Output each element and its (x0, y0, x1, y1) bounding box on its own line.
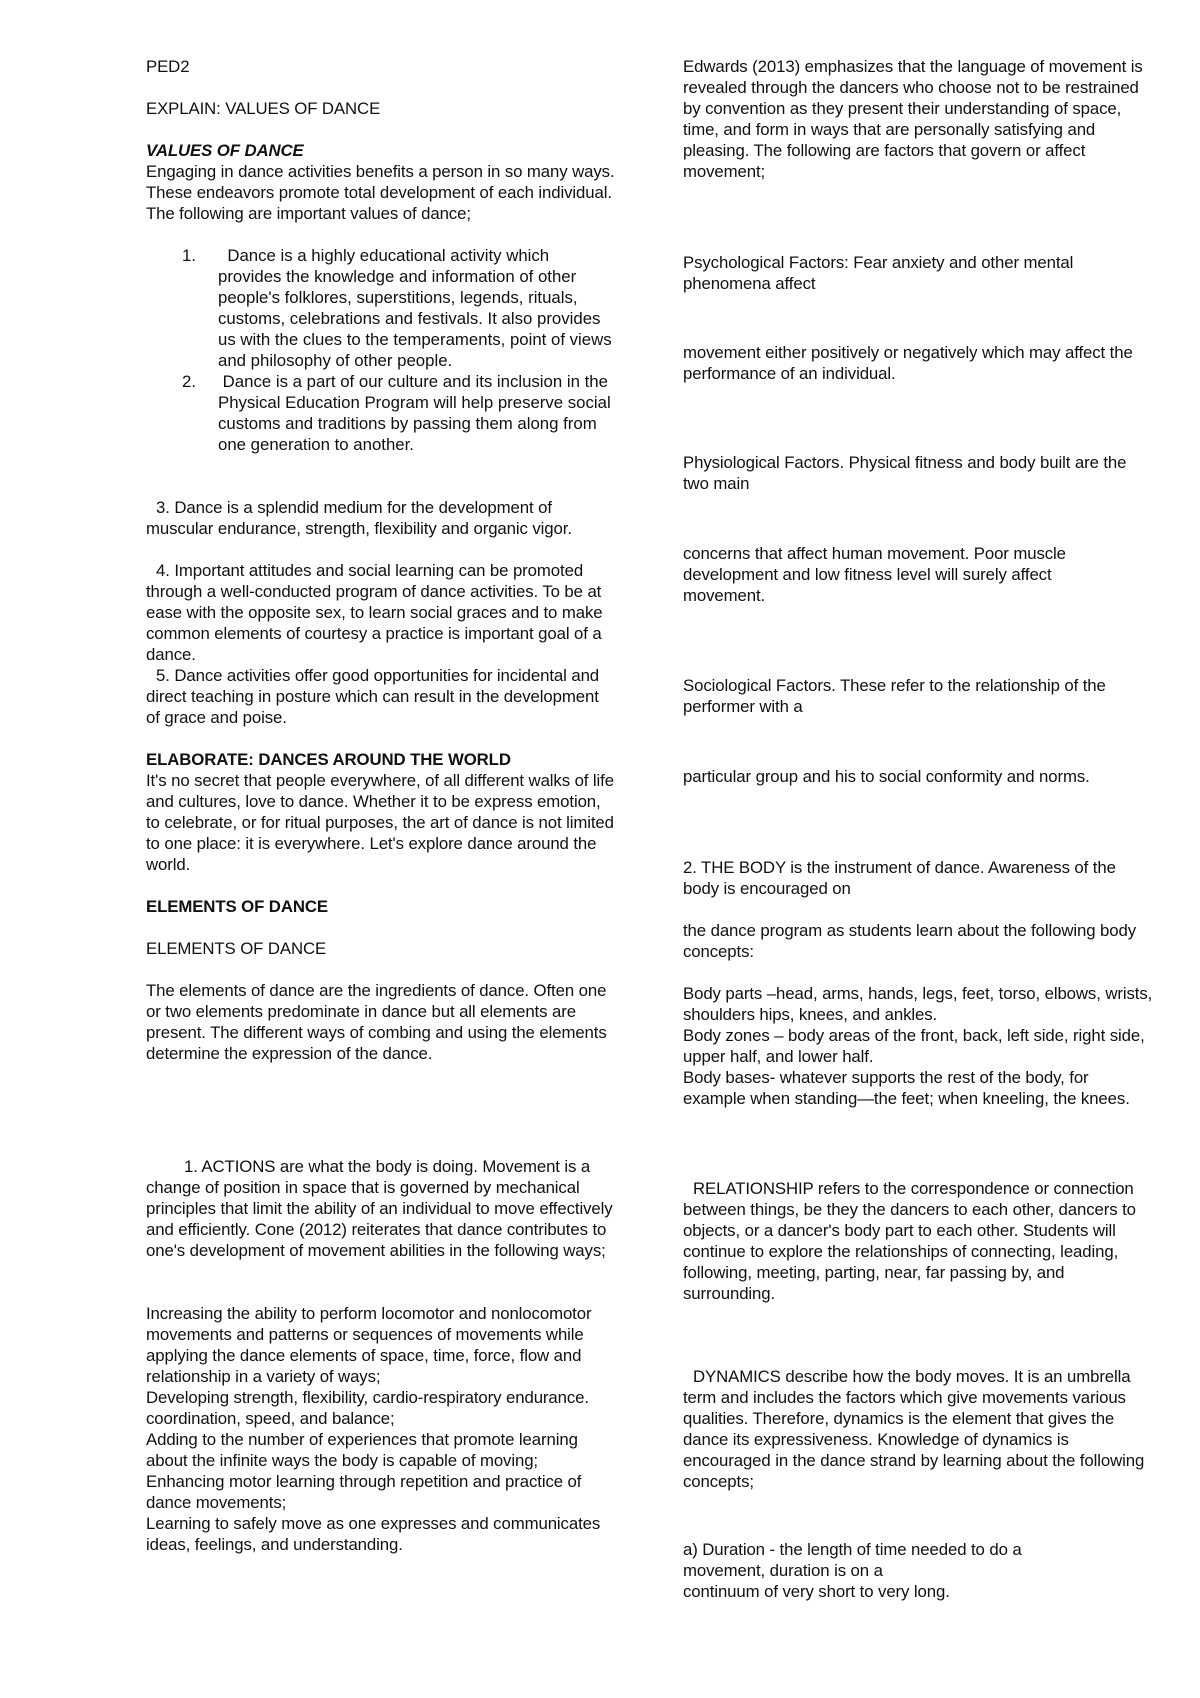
abilities-list (146, 1303, 616, 1555)
psychological-factors: Psychological Factors: Fear anxiety and other mental phenomena affect (683, 253, 1074, 293)
list-item: Learning to safely move as one expresses and communicates ideas, feelings, and understanding. (146, 1514, 601, 1554)
duration-text: a) Duration - the length of time needed to do a movement, duration is on a (683, 1540, 1022, 1580)
list-item-text: Dance is a part of our culture and its inclusion in the Physical Education Program will help preserve social customs and traditions by passing them along from one generation to another. (218, 372, 616, 454)
body-heading: 2. THE BODY is the instrument of dance. Awareness of the body is encouraged on (683, 858, 1116, 898)
physiological-factors-cont: concerns that affect human movement. Poor muscle development and low fitness level will surely affect movement. (683, 544, 1066, 605)
value-4: 4. Important attitudes and social learning can be promoted through a well-conducted program of dance activities. To be at ease with the opposite sex, to learn social graces and to make common elements of courtesy a practice is important goal of a dance. (146, 561, 603, 664)
list-item: Developing strength, flexibility, cardio-respiratory endurance. coordination, speed, and balance; (146, 1388, 589, 1428)
list-item: Enhancing motor learning through repetition and practice of dance movements; (146, 1472, 582, 1512)
values-title: VALUES OF DANCE (146, 141, 304, 160)
course-code: PED2 (146, 57, 190, 76)
body-zones: Body zones – body areas of the front, back, left side, right side, upper half, and lower half. (683, 1026, 1145, 1066)
value-3: 3. Dance is a splendid medium for the development of muscular endurance, strength, flexibility and organic vigor. (146, 498, 572, 538)
values-list (146, 245, 616, 455)
sociological-factors-cont: particular group and his to social conformity and norms. (683, 767, 1090, 786)
values-intro: Engaging in dance activities benefits a person in so many ways. These endeavors promote total development of each individual. The following are important values of dance; (146, 162, 615, 223)
relationship-text: RELATIONSHIP refers to the correspondence or connection between things, be they the dancers to each other, dancers to objects, or a dancer's body part to each other. Students will continue to explore the relationships of connecting, leading, following, meeting, parting, near, far passing by, and surrounding. (683, 1179, 1136, 1303)
psychological-factors-cont: movement either positively or negatively which may affect the performance of an individual. (683, 343, 1133, 383)
elaborate-text: It's no secret that people everywhere, of all different walks of life and cultures, love to dance. Whether it to be express emotion, to celebrate, or for ritual purposes, the art of dance is not limited to one place: it is everywhere. Let's explore dance around the world. (146, 771, 614, 874)
list-item (146, 245, 616, 371)
dynamics-text: DYNAMICS describe how the body moves. It is an umbrella term and includes the factors which give movements various qualities. Therefore, dynamics is the element that gives the dance its expressiveness. Knowledge of dynamics is encouraged in the dance strand by learning about the following concepts; (683, 1367, 1145, 1491)
list-item-text: Dance is a highly educational activity which provides the knowledge and information of other people's folklores, superstitions, legends, rituals, customs, celebrations and festivals. It also provides us with the clues to the temperaments, point of views and philosophy of other people. (218, 246, 617, 370)
list-item-number: 2. (182, 372, 196, 391)
explain-heading: EXPLAIN: VALUES OF DANCE (146, 99, 381, 118)
physiological-factors: Physiological Factors. Physical fitness and body built are the two main (683, 453, 1127, 493)
edwards-text: Edwards (2013) emphasizes that the language of movement is revealed through the dancers who choose not to be restrained by convention as they present their understanding of space, time, and form in ways that are personally satisfying and pleasing. The following are factors that govern or affect movement; (683, 57, 1143, 181)
body-concepts-intro: the dance program as students learn about the following body concepts: (683, 921, 1136, 961)
actions-text: 1. ACTIONS are what the body is doing. Movement is a change of position in space that is governed by mechanical principles that limit the ability of an individual to move effectively and efficiently. Cone (2012) reiterates that dance contributes to one's development of movement abilities in the following ways; (146, 1157, 613, 1260)
elements-text: The elements of dance are the ingredients of dance. Often one or two elements predominate in dance but all elements are present. The different ways of combing and using the elements determine the expression of the dance. (146, 981, 607, 1063)
value-5: 5. Dance activities offer good opportunities for incidental and direct teaching in posture which can result in the development of grace and poise. (146, 666, 600, 727)
sociological-factors: Sociological Factors. These refer to the relationship of the performer with a (683, 676, 1106, 716)
elements-heading: ELEMENTS OF DANCE (146, 939, 327, 958)
elaborate-heading: ELABORATE: DANCES AROUND THE WORLD (146, 750, 511, 769)
list-item-number: 1. (182, 246, 196, 265)
list-item (146, 371, 616, 455)
list-item: Increasing the ability to perform locomotor and nonlocomotor movements and patterns or sequences of movements while applying the dance elements of space, time, force, flow and relationship in a variety of ways; (146, 1304, 592, 1386)
body-parts: Body parts –head, arms, hands, legs, feet, torso, elbows, wrists, shoulders hips, knees, and ankles. (683, 984, 1153, 1024)
elements-heading-bold: ELEMENTS OF DANCE (146, 897, 328, 916)
list-item: Adding to the number of experiences that promote learning about the infinite ways the body is capable of moving; (146, 1430, 578, 1470)
body-bases: Body bases- whatever supports the rest of the body, for example when standing—the feet; when kneeling, the knees. (683, 1068, 1130, 1108)
duration-text-cont: continuum of very short to very long. (683, 1582, 950, 1601)
